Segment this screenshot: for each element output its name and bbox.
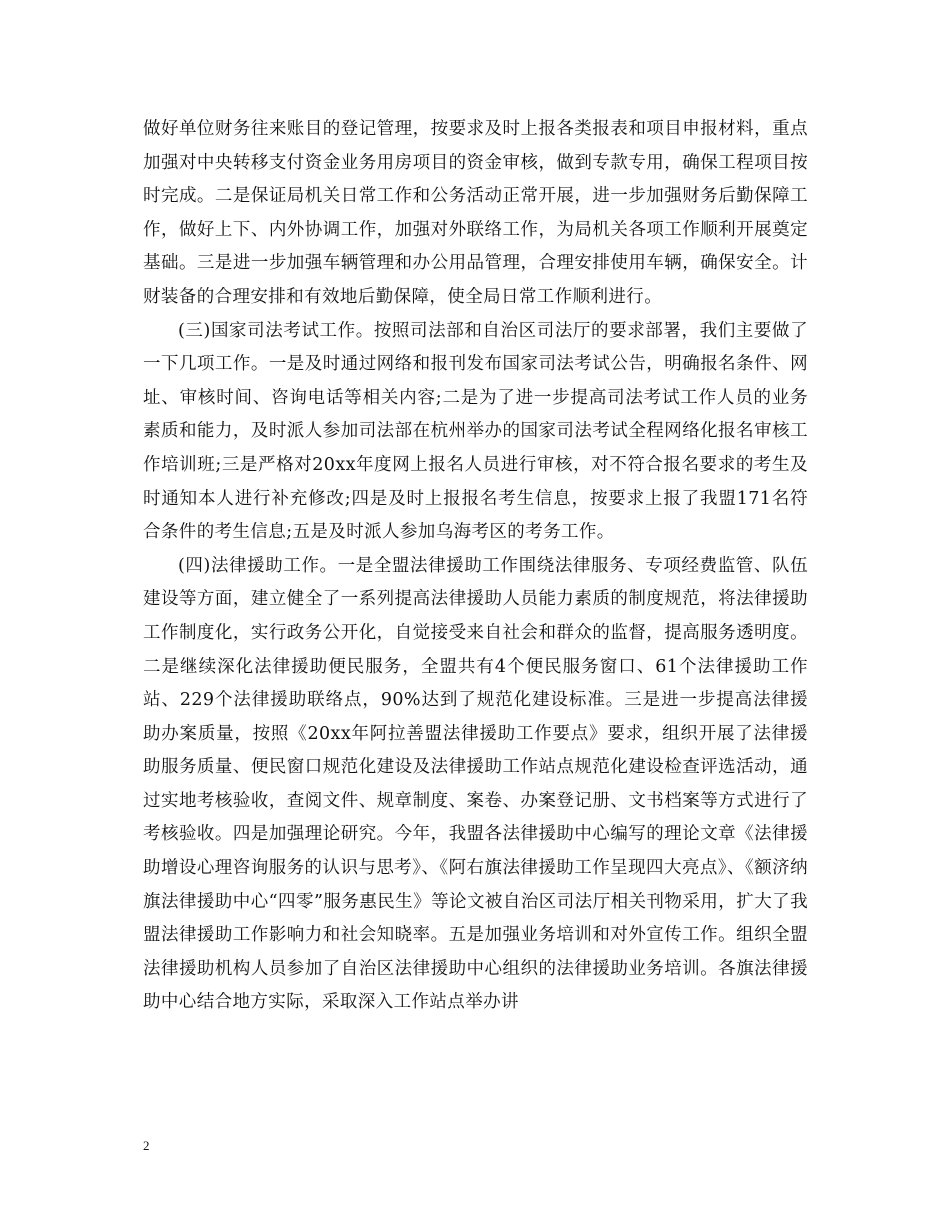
paragraph-legal-aid: (四)法律援助工作。一是全盟法律援助工作围绕法律服务、专项经费监管、队伍建设等方面，建立健全了一系列提高法律援助人员能力素质的制度规范，将法律援助工作制度化，实行政务公开化，自觉接受来自社会和群众的监督，提高服务透明度。二是继续深化法律援助便民服务，全盟共有4个便民服务窗口、61个法律援助工作站、229个法律援助联络点，90%达到了规范化建设标准。三是进一步提高法律援助办案质量，按照《20xx年阿拉善盟法律援助工作要点》要求，组织开展了法律援助服务质量、便民窗口规范化建设及法律援助工作站点规范化建设检查评选活动，通过实地考核验收，查阅文件、规章制度、案卷、办案登记册、文书档案等方式进行了考核验收。四是加强理论研究。今年，我盟各法律援助中心编写的理论文章《法律援助增设心理咨询服务的认识与思考》、《阿右旗法律援助工作呈现四大亮点》、《额济纳旗法律援助中心“四零”服务惠民生》等论文被自治区司法厅相关刊物采用，扩大了我盟法律援助工作影响力和社会知晓率。五是加强业务培训和对外宣传工作。组织全盟法律援助机构人员参加了自治区法律援助中心组织的法律援助业务培训。各旗法律援助中心结合地方实际，采取深入工作站点举办讲 xyxy=(143,555,808,1013)
paragraph-finance-continued: 做好单位财务往来账目的登记管理，按要求及时上报各类报表和项目申报材料，重点加强对中央转移支付资金业务用房项目的资金审核，做到专款专用，确保工程项目按时完成。二是保证局机关日常工作和公务活动正常开展，进一步加强财务后勤保障工作，做好上下、内外协调工作，加强对外联络工作，为局机关各项工作顺利开展奠定基础。三是进一步加强车辆管理和办公用品管理，合理安排使用车辆，确保安全。计财装备的合理安排和有效地后勤保障，使全局日常工作顺利进行。 xyxy=(143,119,808,307)
document-body xyxy=(143,113,808,1020)
page-number: 2 xyxy=(143,1138,150,1153)
paragraph-judicial-exam: (三)国家司法考试工作。按照司法部和自治区司法厅的要求部署，我们主要做了一下几项工作。一是及时通过网络和报刊发布国家司法考试公告，明确报名条件、网址、审核时间、咨询电话等相关内容;二是为了进一步提高司法考试工作人员的业务素质和能力，及时派人参加司法部在杭州举办的国家司法考试全程网络化报名审核工作培训班;三是严格对20xx年度网上报名人员进行审核，对不符合报名要求的考生及时通知本人进行补充修改;四是及时上报报名考生信息，按要求上报了我盟171名符合条件的考生信息;五是及时派人参加乌海考区的考务工作。 xyxy=(143,320,808,543)
